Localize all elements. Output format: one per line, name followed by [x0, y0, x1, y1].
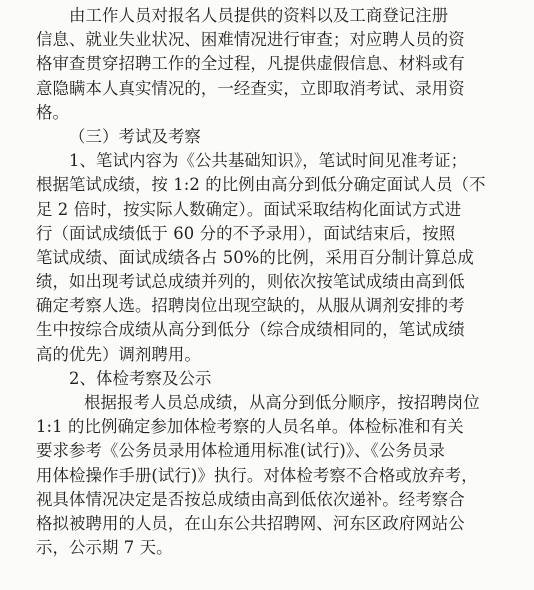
text-line: 1:1 的比例确定参加体检考察的人员名单。体检标准和有关: [36, 417, 464, 437]
text-line: 绩，如出现考试总成绩并列的，则依次按笔试成绩由高到低: [36, 272, 465, 292]
text-line: 视具体情况决定是否按总成绩由高到低依次递补。经考察合: [36, 489, 465, 509]
document-body: [36, 4, 506, 560]
text-line: 1、笔试内容为《公共基础知识》，笔试时间见准考证；: [69, 151, 468, 171]
text-line: 要求参考《公务员录用体检通用标准(试行)》、《公务员录: [36, 441, 445, 461]
text-line: 笔试成绩、面试成绩各占 50%的比例，采用百分制计算总成: [36, 247, 474, 267]
text-line: 由工作人员对报名人员提供的资料以及工商登记注册: [69, 6, 449, 25]
text-line: 示，公示期 7 天。: [36, 538, 173, 558]
text-line: 足 2 倍时，按实际人数确定）。面试采取结构化面试方式进: [36, 199, 462, 219]
text-line: 高的优先）调剂聘用。: [36, 344, 201, 364]
text-line: 格。: [36, 102, 69, 122]
subsection-heading: 2、体检考察及公示: [69, 368, 212, 388]
text-line: 意隐瞒本人真实情况的，一经查实，立即取消考试、录用资: [36, 78, 465, 98]
text-line: 格审查贯穿招聘工作的全过程，凡提供虚假信息、材料或有: [36, 54, 465, 74]
text-line: 格拟被聘用的人员，在山东公共招聘网、河东区政府网站公: [36, 513, 465, 533]
text-line: 根据报考人员总成绩，从高分到低分顺序，按招聘岗位: [84, 393, 480, 412]
text-line: 信息、就业失业状况、困难情况进行审查；对应聘人员的资: [36, 30, 465, 50]
section-heading: （三）考试及考察: [69, 126, 201, 146]
text-line: 用体检操作手册(试行)》执行。对体检考察不合格或放弃考，: [36, 465, 478, 485]
text-line: 根据笔试成绩，按 1:2 的比例由高分到低分确定面试人员（不: [36, 175, 486, 195]
text-line: 生中按综合成绩从高分到低分（综合成绩相同的，笔试成绩: [36, 320, 465, 340]
text-line: 确定考察人选。招聘岗位出现空缺的，从服从调剂安排的考: [36, 296, 465, 316]
text-line: 行（面试成绩低于 60 分的不予录用），面试结束后，按照: [36, 223, 456, 243]
